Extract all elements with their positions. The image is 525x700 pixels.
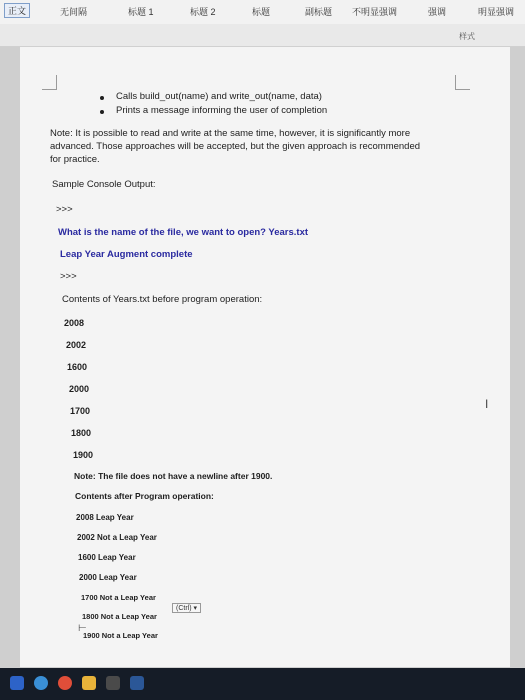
taskbar <box>0 668 525 700</box>
result-line: 2002 Not a Leap Year <box>77 533 157 542</box>
year-line: 1600 <box>67 362 88 372</box>
year-line: 1800 <box>71 428 92 438</box>
result-line: 2000 Leap Year <box>79 573 137 582</box>
style-subtitle[interactable]: 副标题 <box>305 7 333 17</box>
style-emphasis[interactable]: 强调 <box>428 7 447 17</box>
bullet-item: Calls build_out(name) and write_out(name, data) <box>116 91 322 102</box>
styles-ribbon <box>0 0 525 25</box>
contents-after-heading: Contents after Program operation: <box>75 491 214 501</box>
style-intense-emphasis[interactable]: 明显强调 <box>478 7 515 17</box>
result-line: 1600 Leap Year <box>78 553 136 562</box>
app-icon[interactable] <box>106 676 120 690</box>
start-icon[interactable] <box>10 676 24 690</box>
style-no-spacing[interactable]: 无间隔 <box>60 7 88 17</box>
browser-icon[interactable] <box>34 676 48 690</box>
style-heading-2[interactable]: 标题 2 <box>190 7 216 17</box>
year-line: 1900 <box>73 450 94 460</box>
newline-note: Note: The file does not have a newline after 1900. <box>74 471 273 481</box>
bullet-dot <box>100 96 104 100</box>
ribbon-group-bar <box>0 24 525 47</box>
console-prompt: >>> <box>60 271 77 282</box>
year-line: 2008 <box>64 318 85 328</box>
year-line: 2000 <box>69 384 90 394</box>
style-subtle-emphasis[interactable]: 不明显强调 <box>352 7 398 17</box>
year-line: 1700 <box>70 406 91 416</box>
result-line: 1700 Not a Leap Year <box>81 593 156 602</box>
paste-options-button[interactable]: (Ctrl) ▾ <box>172 603 201 613</box>
sample-heading: Sample Console Output: <box>52 179 156 190</box>
console-prompt: >>> <box>56 204 73 215</box>
i-beam-cursor-icon: I <box>485 397 489 411</box>
console-question: What is the name of the file, we want to open? Years.txt <box>58 227 309 238</box>
style-normal[interactable]: 正文 <box>4 3 30 18</box>
console-complete: Leap Year Augment complete <box>60 249 193 260</box>
margin-corner-left <box>42 75 57 90</box>
result-line: 1900 Not a Leap Year <box>83 631 158 640</box>
bullet-item: Prints a message informing the user of completion <box>116 105 328 116</box>
bullet-dot <box>100 110 104 114</box>
margin-corner-right <box>455 75 470 90</box>
word-icon[interactable] <box>130 676 144 690</box>
contents-before-heading: Contents of Years.txt before program operation: <box>62 294 263 305</box>
style-heading-1[interactable]: 标题 1 <box>128 7 154 17</box>
result-line: 2008 Leap Year <box>76 513 134 522</box>
folder-icon[interactable] <box>82 676 96 690</box>
chrome-icon[interactable] <box>58 676 72 690</box>
style-title[interactable]: 标题 <box>252 7 271 17</box>
styles-group-label: 样式 <box>459 32 475 41</box>
year-line: 2002 <box>66 340 87 350</box>
document-page[interactable] <box>20 47 510 667</box>
result-line: 1800 Not a Leap Year <box>82 612 157 621</box>
text-cursor-icon: ⊢ <box>78 623 87 634</box>
note-paragraph: Note: It is possible to read and write at the same time, however, it is significantly more advanced. Those approaches will be accepted, but the given approach is recommended for practice. <box>50 128 421 165</box>
